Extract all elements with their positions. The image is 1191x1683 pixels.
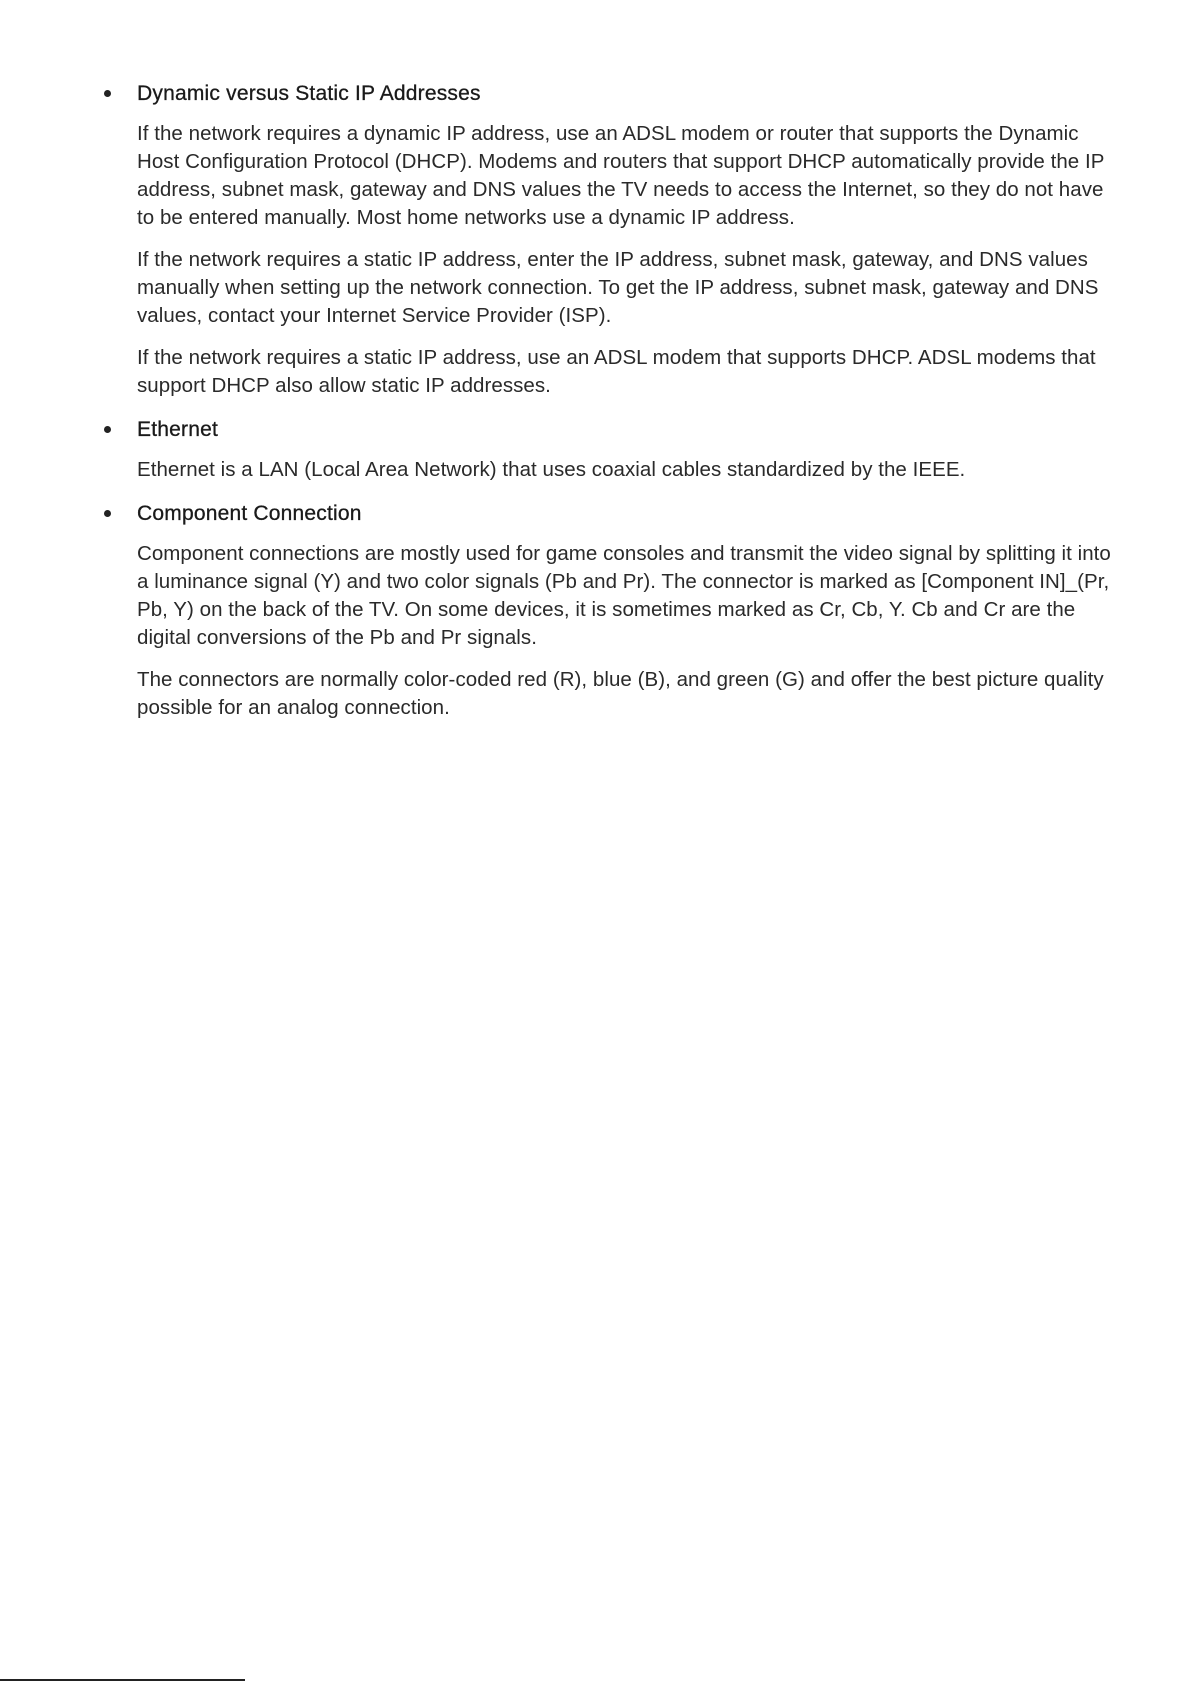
bullet-icon (104, 510, 111, 517)
section-ethernet (0, 416, 1191, 484)
section-component-connection (0, 500, 1191, 722)
section-heading: Ethernet (137, 418, 218, 441)
paragraph: The connectors are normally color-coded red (R), blue (B), and green (G) and offer the best picture quality possible for an analog connection. (137, 668, 1104, 719)
footer-rule (0, 1679, 245, 1681)
bullet-icon (104, 426, 111, 433)
section-heading-row (0, 416, 1191, 444)
section-heading-row (0, 80, 1191, 108)
section-heading: Component Connection (137, 502, 362, 525)
section-heading: Dynamic versus Static IP Addresses (137, 82, 481, 105)
paragraph: Component connections are mostly used for game consoles and transmit the video signal by splitting it into a luminance signal (Y) and two color signals (Pb and Pr). The connector is marked as [Component IN]_(Pr, Pb, Y) on the back of the TV. On some devices, it is sometimes marked as Cr, Cb, Y. Cb and Cr are the digital conversions of the Pb and Pr signals. (137, 542, 1111, 649)
paragraph: If the network requires a dynamic IP address, use an ADSL modem or router that supports the Dynamic Host Configuration Protocol (DHCP). Modems and routers that support DHCP automatically provide the IP address, subnet mask, gateway and DNS values the TV needs to access the Internet, so they do not have to be entered manually. Most home networks use a dynamic IP address. (137, 122, 1105, 229)
section-heading-row (0, 500, 1191, 528)
section-dynamic-static-ip (0, 80, 1191, 400)
paragraph: If the network requires a static IP address, enter the IP address, subnet mask, gateway, and DNS values manually when setting up the network connection. To get the IP address, subnet mask, gateway and DNS values, contact your Internet Service Provider (ISP). (137, 248, 1099, 327)
paragraph: Ethernet is a LAN (Local Area Network) that uses coaxial cables standardized by the IEEE. (137, 458, 966, 481)
page-content (0, 80, 1191, 722)
paragraph: If the network requires a static IP address, use an ADSL modem that supports DHCP. ADSL modems that support DHCP also allow static IP addresses. (137, 346, 1096, 397)
bullet-icon (104, 90, 111, 97)
